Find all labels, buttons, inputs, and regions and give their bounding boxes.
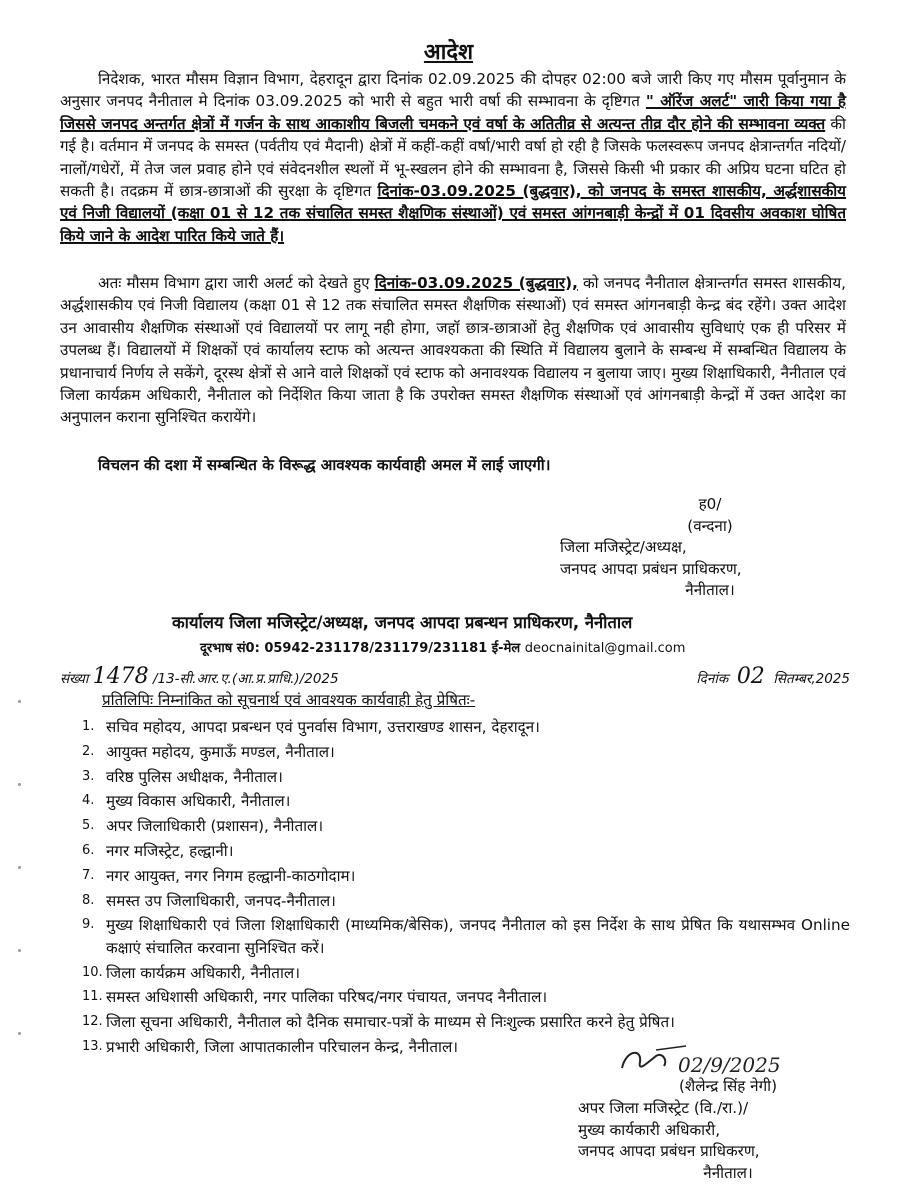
list-item-text: जिला सूचना अधिकारी, नैनीताल को दैनिक समाचार-पत्रों के माध्यम से निःशुल्क प्रसारित करने हेतु प्रेषित।	[106, 1013, 675, 1032]
reference-row	[60, 664, 850, 690]
list-item	[60, 815, 850, 837]
list-item	[60, 766, 850, 788]
para1-underlined-alert: " ऑरेंज अलर्ट" जारी किया गया है जिससे जनपद अन्तर्गत क्षेत्रों में गर्जन के साथ आकाशीय बिजली चमकने एवं वर्षा के अतितीव्र से अत्यन्त तीव्र दौर होने की सम्भावना व्यक्त	[60, 92, 846, 133]
contact-phone: दूरभाष सं0: 05942-231178/231179/231181 ई-मेल	[200, 641, 521, 656]
reference-label: संख्या	[60, 671, 89, 687]
list-item-text: अपर जिलाधिकारी (प्रशासन), नैनीताल।	[106, 817, 324, 836]
list-item	[60, 890, 850, 912]
reference-date-month-year: सितम्बर,2025	[773, 671, 850, 687]
list-item-number: 4.	[82, 793, 95, 809]
signature-block-adm	[578, 1054, 878, 1185]
adm-role: मुख्य कार्यकारी अधिकारी,	[578, 1120, 721, 1139]
list-item	[60, 741, 850, 763]
list-item-text: प्रभारी अधिकारी, जिला आपातकालीन परिचालन केन्द्र, नैनीताल।	[106, 1037, 458, 1056]
list-item-text: नगर आयुक्त, नगर निगम हल्द्वानी-काठगोदाम।	[106, 866, 356, 885]
list-item-text: आयुक्त महोदय, कुमाऊँ मण्डल, नैनीताल।	[106, 742, 335, 761]
list-item	[60, 865, 850, 887]
list-item-number: 1.	[82, 719, 95, 734]
order-paragraph-2	[60, 272, 846, 429]
list-item	[60, 790, 850, 812]
signatory-place: नैनीताल।	[685, 581, 735, 599]
order-paragraph-3: विचलन की दशा में सम्बन्धित के विरूद्ध आवश्यक कार्यवाही अमल में लाई जाएगी।	[98, 456, 551, 474]
reference-date	[696, 664, 850, 689]
list-item-text: वरिष्ठ पुलिस अधीक्षक, नैनीताल।	[106, 767, 283, 786]
reference-date-day: 02	[736, 664, 765, 689]
contact-email: deocnainital@gmail.com	[524, 641, 686, 656]
list-item-text: समस्त उप जिलाधिकारी, जनपद-नैनीताल।	[106, 891, 336, 910]
list-item-text: नगर मजिस्ट्रेट, हल्द्वानी।	[106, 841, 234, 860]
list-item	[60, 716, 850, 738]
list-item	[60, 914, 850, 959]
list-item-text: जिला कार्यक्रम अधिकारी, नैनीताल।	[106, 963, 300, 982]
signature-block-dm	[560, 494, 860, 602]
contact-line	[200, 638, 685, 656]
signatory-name: (वन्दना)	[687, 516, 733, 535]
list-item-number: 6.	[82, 842, 95, 858]
para2-text-b: को जनपद नैनीताल क्षेत्रान्तर्गत समस्त शासकीय, अर्द्धशासकीय एवं निजी विद्यालय (कक्षा 01 से 12 तक संचालित समस्त शैक्षणिक संस्थाओं) एवं समस्त आंगनबाड़ी केन्द्र बंद रहेंगे। उक्त आदेश उन आवासीय शैक्षणिक संस्थाओं एवं विद्यालयों पर लागू नही होगा, जहॉ छात्र-छात्राओं हेतु शैक्षणिक एवं आवासीय सुविधाएं एक ही परिसर में उपलब्ध हैं। विद्यालयों में शिक्षकों एवं कार्यालय स्टाफ को अत्यन्त आवश्यकता की स्थिति में विद्यालय बुलाने के सम्बन्ध में सम्बन्धित विद्यालय के प्रधानाचार्य निर्णय ले सकेंगे, दूरस्थ क्षेत्रों से आने वाले शिक्षकों एवं स्टाफ को अनावश्यक विद्यालय न बुलाया जाए। मुख्य शिक्षाधिकारी, नैनीताल एवं जिला कार्यक्रम अधिकारी, नैनीताल को निर्देशित किया जाता है कि उपरोक्त समस्त शैक्षणिक संस्थाओं एवं आंगनबाड़ी केन्द्रों में उक्त आदेश का अनुपालन कराना सुनिश्चित करायेंगे।	[60, 274, 846, 427]
list-item-number: 10.	[82, 964, 103, 980]
para1-underlined-holiday: दिनांक-03.09.2025 (बुद्धवार), को जनपद के समस्त शासकीय, अर्द्धशासकीय एवं निजी विद्यालयों (कक्षा 01 से 12 तक संचालित समस्त शैक्षणिक संस्थाओं) एवं समस्त आंगनबाड़ी केन्द्रों में 01 दिवसीय अवकाश घोषित किये जाने के आदेश पारित किये जाते हैं।	[60, 182, 846, 245]
page-title: आदेश	[423, 40, 474, 65]
para1-text-a: निदेशक, भारत मौसम विज्ञान विभाग, देहरादून द्वारा दिनांक 02.09.2025 की दोपहर 02:00 बजे जारी किए गए मौसम पूर्वानुमान के अनुसार जनपद नैनीताल मे दिनांक 03.09.2025 को भारी से बहुत भारी वर्षा की सम्भावना के दृष्टिगत	[60, 70, 846, 111]
office-heading: कार्यालय जिला मजिस्ट्रेट/अध्यक्ष, जनपद आपदा प्रबन्धन प्राधिकरण, नैनीताल	[172, 613, 633, 632]
list-item-number: 3.	[82, 768, 95, 784]
handwritten-date: 02/9/2025	[678, 1053, 781, 1077]
list-item-number: 9.	[82, 917, 95, 933]
list-item-number: 12.	[82, 1014, 103, 1030]
signature-mark: ह0/	[698, 495, 722, 513]
list-item	[60, 986, 850, 1008]
list-item-number: 11.	[82, 989, 103, 1005]
order-paragraph-1	[60, 68, 846, 247]
signatory-designation: जिला मजिस्ट्रेट/अध्यक्ष,	[560, 538, 687, 556]
para2-underlined-date: दिनांक-03.09.2025 (बुद्धवार),	[374, 274, 578, 292]
recipient-list	[60, 716, 850, 1061]
list-item-text: मुख्य शिक्षाधिकारी एवं जिला शिक्षाधिकारी (माध्यमिक/बेसिक), जनपद नैनीताल को इस निर्देश के साथ प्रेषित कि यथासम्भव Online कक्षाएं संचालित करवाना सुनिश्चित करें।	[106, 916, 850, 957]
adm-place: नैनीताल।	[703, 1164, 753, 1183]
list-item-text: सचिव महोदय, आपदा प्रबन्धन एवं पुनर्वास विभाग, उत्तराखण्ड शासन, देहरादून।	[106, 718, 540, 736]
list-item-number: 5.	[82, 818, 95, 834]
list-item-number: 2.	[82, 743, 95, 759]
copy-heading: प्रतिलिपिः निम्नांकित को सूचनार्थ एवं आवश्यक कार्यवाही हेतु प्रेषितः-	[102, 691, 476, 709]
reference-number	[60, 664, 339, 689]
list-item-text: मुख्य विकास अधिकारी, नैनीताल।	[106, 792, 291, 811]
adm-designation: अपर जिला मजिस्ट्रेट (वि./रा.)/	[578, 1098, 749, 1117]
list-item-number: 13.	[82, 1038, 103, 1054]
signatory-authority: जनपद आपदा प्रबंधन प्राधिकरण,	[560, 559, 742, 578]
list-item-number: 7.	[82, 867, 95, 883]
adm-name: (शैलेन्द्र सिंह नेगी)	[678, 1077, 778, 1095]
list-item-number: 8.	[82, 892, 95, 908]
para1-text-b: की गई है। वर्तमान में जनपद के समस्त (पर्वतीय एवं मैदानी) क्षेत्रों में कहीं-कहीं वर्षा/भारी वर्षा हो रही है जिसके फलस्वरूप जनपद क्षेत्रान्तर्गत नदियों/नालों/गधेरों, में तेज जल प्रवाह होने एवं संवेदनशील स्थलों में भू-स्खलन होने की सम्भावना है, जिससे किसी भी प्रकार की अप्रिय घटना घटित हो सकती है। तदक्रम में छात्र-छात्राओं की सुरक्षा के दृष्टिगत	[60, 114, 846, 201]
reference-suffix: /13-सी.आर.ए.(आ.प्र.प्राधि.)/2025	[152, 671, 339, 687]
reference-date-label: दिनांक	[696, 671, 729, 687]
list-item	[60, 962, 850, 984]
reference-handwritten-number: 1478	[92, 664, 149, 689]
list-item	[60, 840, 850, 862]
adm-authority: जनपद आपदा प्रबंधन प्राधिकरण,	[578, 1142, 760, 1161]
list-item-text: समस्त अधिशासी अधिकारी, नगर पालिका परिषद/नगर पंचायत, जनपद नैनीताल।	[106, 988, 548, 1007]
list-item	[60, 1011, 850, 1033]
para2-text-a: अतः मौसम विभाग द्वारा जारी अलर्ट को देखते हुए	[98, 274, 375, 292]
punch-hole-dots	[18, 700, 22, 1115]
